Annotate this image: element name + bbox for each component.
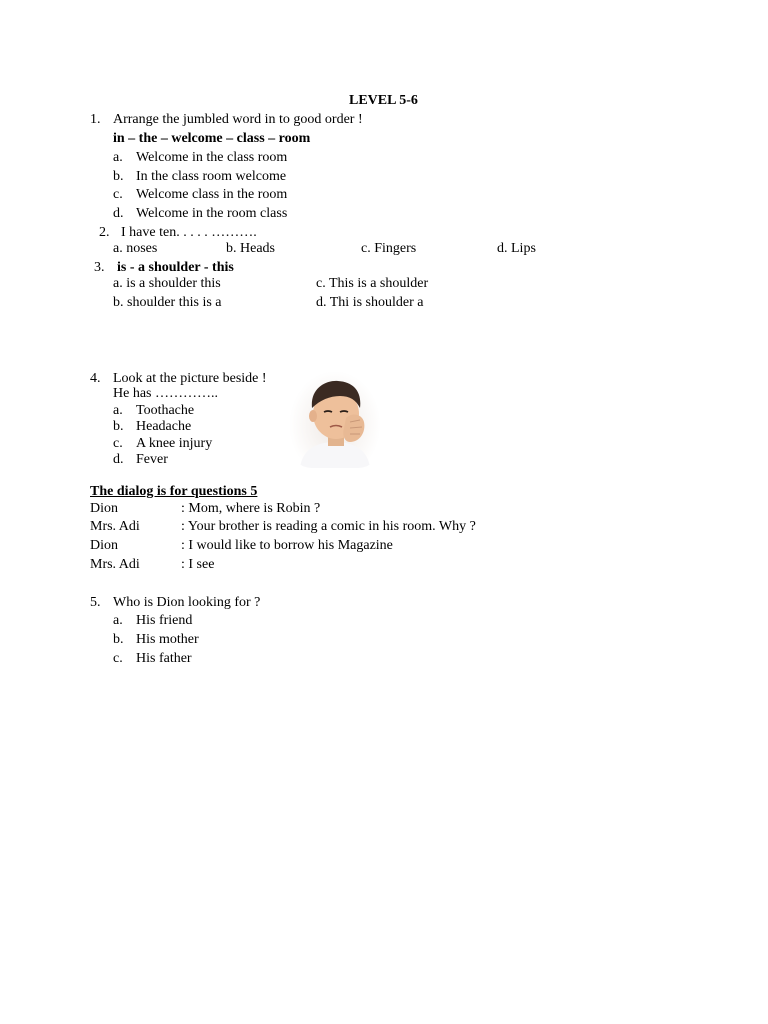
q4-number: 4. — [90, 371, 101, 386]
dialog-heading: The dialog is for questions 5 — [90, 484, 258, 499]
q3-option-a: a. is a shoulder this — [113, 276, 221, 291]
q5-prompt: Who is Dion looking for ? — [113, 595, 261, 610]
boy-illustration — [290, 372, 380, 468]
q3-option-c: c. This is a shoulder — [316, 276, 429, 291]
q1-option-b: In the class room welcome — [136, 169, 287, 184]
q5-option-a-letter: a. — [113, 613, 123, 628]
q5-option-b-letter: b. — [113, 632, 124, 647]
boy-toothache-photo — [290, 372, 380, 468]
q1-option-a-letter: a. — [113, 150, 123, 165]
dialog-speaker: Mrs. Adi — [90, 519, 140, 534]
dialog-speaker: Dion — [90, 538, 118, 553]
q4-option-b-letter: b. — [113, 419, 124, 434]
q4-option-c: A knee injury — [136, 436, 213, 451]
q5-number: 5. — [90, 595, 101, 610]
q1-number: 1. — [90, 112, 101, 127]
q1-option-d-letter: d. — [113, 206, 124, 221]
q2-number: 2. — [99, 225, 110, 240]
q4-option-a-letter: a. — [113, 403, 123, 418]
q1-jumbled-words: in – the – welcome – class – room — [113, 131, 311, 146]
dialog-speaker: Mrs. Adi — [90, 557, 140, 572]
q5-option-c: His father — [136, 651, 192, 666]
q3-prompt: is - a shoulder - this — [117, 260, 234, 275]
dialog-line: : Your brother is reading a comic in his room. Why ? — [181, 519, 476, 534]
dialog-speaker: Dion — [90, 501, 118, 516]
q3-option-d: d. Thi is shoulder a — [316, 295, 424, 310]
q2-option-b: b. Heads — [226, 241, 275, 256]
q4-option-a: Toothache — [136, 403, 195, 418]
q4-option-c-letter: c. — [113, 436, 123, 451]
q2-option-c: c. Fingers — [361, 241, 417, 256]
q2-option-d: d. Lips — [497, 241, 536, 256]
q5-option-b: His mother — [136, 632, 199, 647]
q4-option-d: Fever — [136, 452, 168, 467]
q2-prompt: I have ten. . . . . ………. — [121, 225, 257, 240]
q4-prompt: Look at the picture beside ! — [113, 371, 267, 386]
q1-option-c-letter: c. — [113, 187, 123, 202]
q4-option-d-letter: d. — [113, 452, 124, 467]
q5-option-c-letter: c. — [113, 651, 123, 666]
q1-option-c: Welcome class in the room — [136, 187, 288, 202]
q1-prompt: Arrange the jumbled word in to good order ! — [113, 112, 363, 127]
q4-stem: He has ………….. — [113, 386, 218, 401]
q3-option-b: b. shoulder this is a — [113, 295, 222, 310]
q5-option-a: His friend — [136, 613, 193, 628]
q1-option-b-letter: b. — [113, 169, 124, 184]
q1-option-a: Welcome in the class room — [136, 150, 288, 165]
q3-number: 3. — [94, 260, 105, 275]
dialog-line: : I would like to borrow his Magazine — [181, 538, 393, 553]
q2-option-a: a. noses — [113, 241, 158, 256]
dialog-line: : Mom, where is Robin ? — [181, 501, 321, 516]
q4-option-b: Headache — [136, 419, 192, 434]
page-title: LEVEL 5-6 — [349, 93, 418, 108]
dialog-line: : I see — [181, 557, 215, 572]
q1-option-d: Welcome in the room class — [136, 206, 288, 221]
